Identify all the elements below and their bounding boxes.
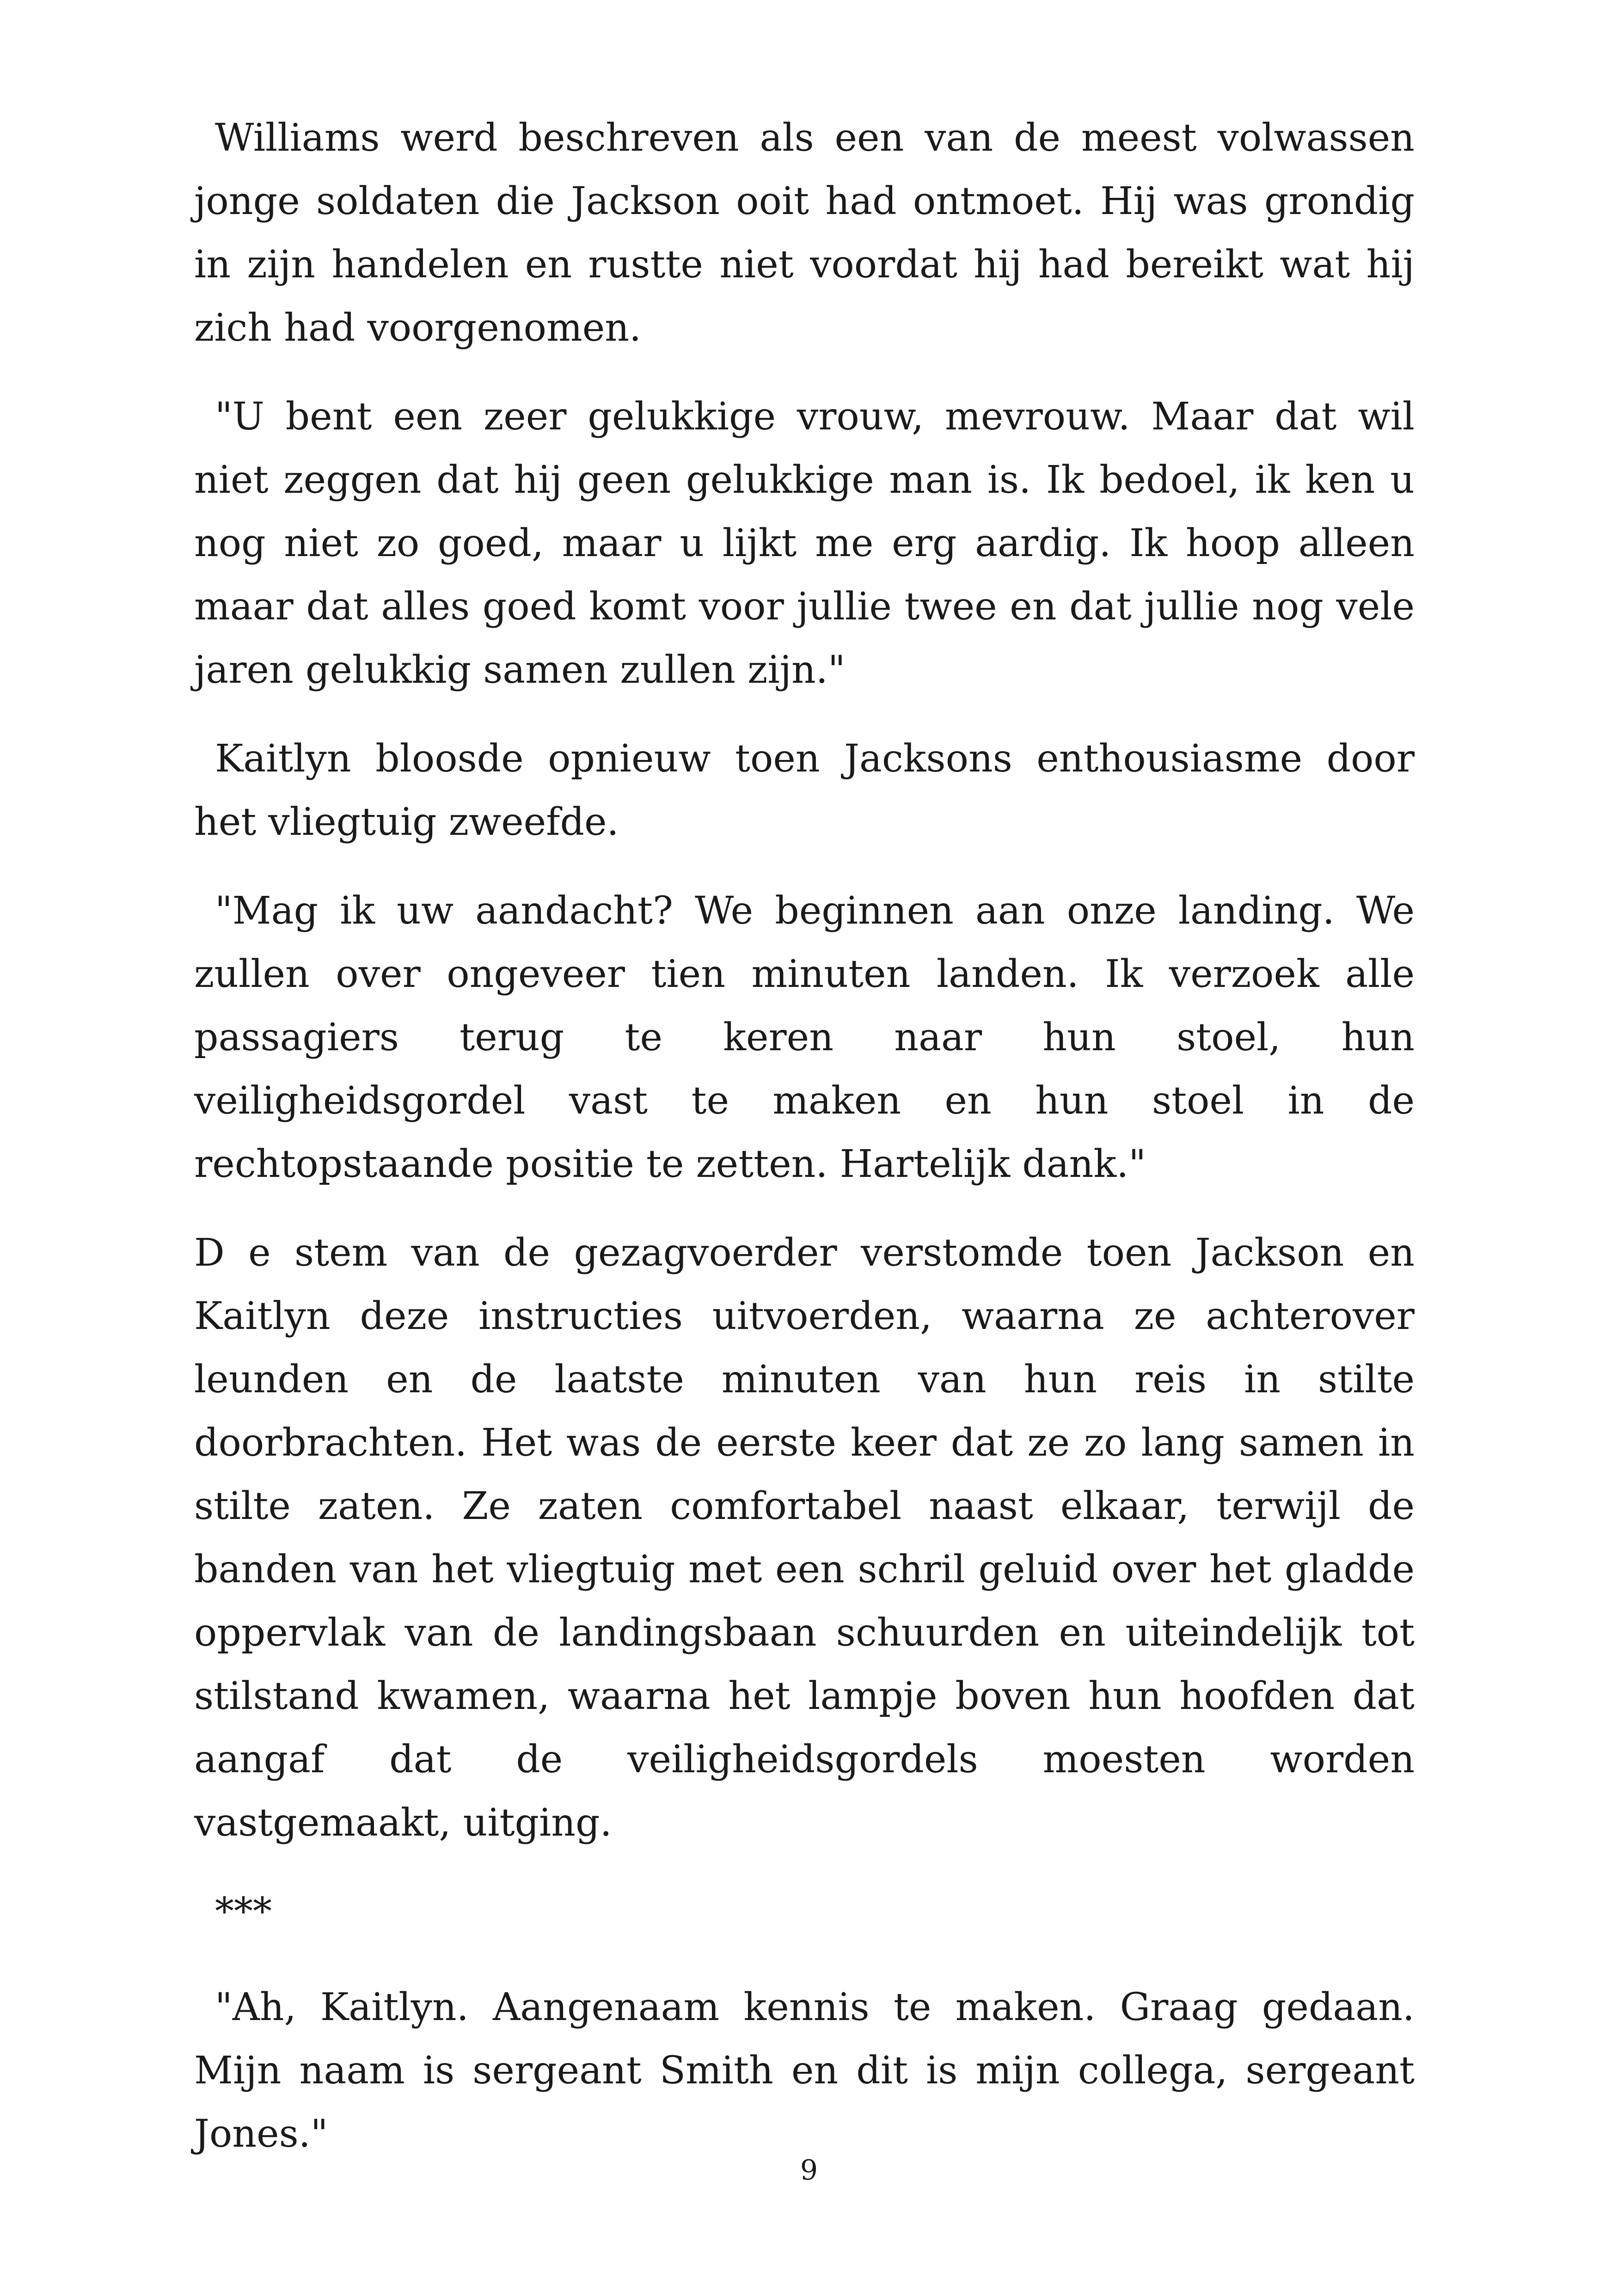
paragraph-williams: Williams werd beschreven als een van de meest volwassen jonge soldaten die Jackson ooit had ontmoet. Hij was grondig in zijn handelen en rustte niet voordat hij had bereikt wat hij zich had voorgenomen. (194, 116, 1415, 350)
paragraph-landing: D e stem van de gezagvoerder verstomde toen Jackson en Kaitlyn deze instructies uitvoerden, waarna ze achterover leunden en de laatste minuten van hun reis in stilte doorbrachten. Het was de eerste keer dat ze zo lang samen in stilte zaten. Ze zaten comfortabel naast elkaar, terwijl de banden van het vliegtuig met een schril geluid over het gladde oppervlak van de landingsbaan schuurden en uiteindelijk tot stilstand kwamen, waarna het lampje boven hun hoofden dat aangaf dat de veiligheidsgordels moesten worden vastgemaakt, uitging. (194, 1231, 1415, 1845)
scene-separator: *** (215, 1890, 272, 1934)
paragraph-captain-announcement: "Mag ik uw aandacht? We beginnen aan onze landing. We zullen over ongeveer tien minuten landen. Ik verzoek alle passagiers terug te keren naar hun stoel, hun veiligheidsgordel vast te maken en hun stoel in de rechtopstaande positie te zetten. Hartelijk dank." (194, 889, 1415, 1186)
body-text (194, 106, 1415, 2191)
paragraph-sergeant-smith: "Ah, Kaitlyn. Aangenaam kennis te maken. Graag gedaan. Mijn naam is sergeant Smith en dit is mijn collega, sergeant Jones." (194, 1985, 1415, 2156)
page-number: 9 (800, 2154, 818, 2186)
paragraph-kaitlyn-bloosde: Kaitlyn bloosde opnieuw toen Jacksons enthousiasme door het vliegtuig zweefde. (194, 737, 1415, 844)
paragraph-dialogue-mevrouw: "U bent een zeer gelukkige vrouw, mevrouw. Maar dat wil niet zeggen dat hij geen gelukkige man is. Ik bedoel, ik ken u nog niet zo goed, maar u lijkt me erg aardig. Ik hoop alleen maar dat alles goed komt voor jullie twee en dat jullie nog vele jaren gelukkig samen zullen zijn." (194, 395, 1415, 692)
